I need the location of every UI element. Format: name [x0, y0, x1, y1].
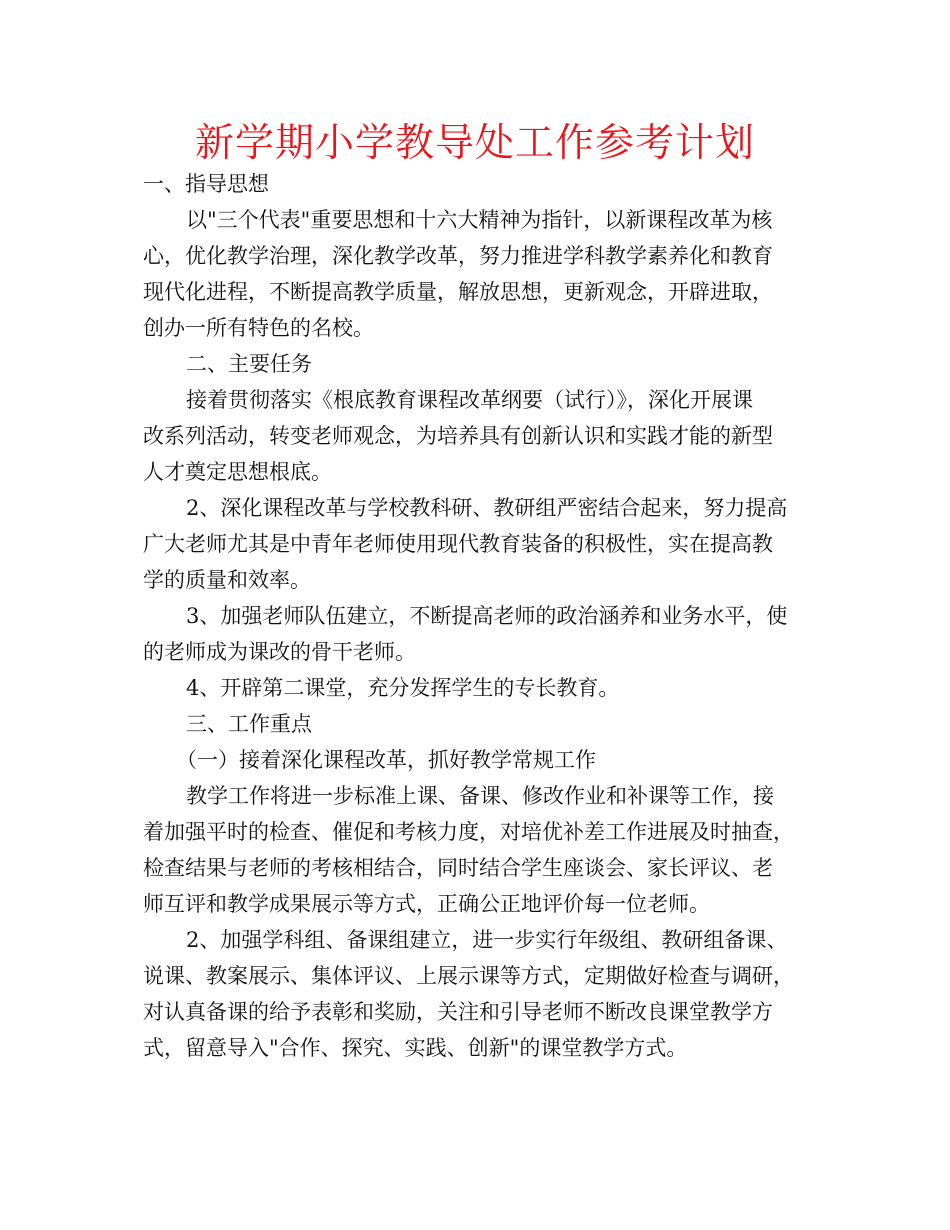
document-title: 新学期小学教导处工作参考计划	[194, 121, 755, 166]
paragraph-line: 着加强平时的检查、催促和考核力度，对培优补差工作进展及时抽查，	[143, 820, 794, 844]
subsection-heading: （一）接着深化课程改革，抓好教学常规工作	[176, 748, 596, 772]
paragraph-line: 2、加强学科组、备课组建立，进一步实行年级组、教研组备课、	[186, 928, 788, 952]
paragraph-line: 创办一所有特色的名校。	[143, 316, 374, 340]
section-heading: 二、主要任务	[186, 352, 312, 376]
paragraph-line: 接着贯彻落实《根底教育课程改革纲要（试行）》，深化开展课	[186, 388, 753, 412]
paragraph-line: 说课、教案展示、集体评议、上展示课等方式，定期做好检查与调研，	[143, 964, 794, 988]
paragraph-line: 现代化进程，不断提高教学质量，解放思想，更新观念，开辟进取，	[143, 280, 773, 304]
paragraph-line: 3、加强老师队伍建立，不断提高老师的政治涵养和业务水平，使	[186, 604, 788, 628]
paragraph-line: 以"三个代表"重要思想和十六大精神为指针，以新课程改革为核	[186, 208, 773, 232]
paragraph-line: 学的质量和效率。	[143, 568, 311, 592]
paragraph-line: 心，优化教学治理，深化教学改革，努力推进学科教学素养化和教育	[143, 244, 773, 268]
section-heading: 三、工作重点	[186, 712, 312, 736]
paragraph-line: 检查结果与老师的考核相结合，同时结合学生座谈会、家长评议、老	[143, 856, 773, 880]
document-body	[143, 166, 823, 1066]
paragraph-line: 广大老师尤其是中青年老师使用现代教育装备的积极性，实在提高教	[143, 532, 773, 556]
paragraph-line: 2、深化课程改革与学校教科研、教研组严密结合起来，努力提高	[186, 496, 788, 520]
paragraph-line: 师互评和教学成果展示等方式，正确公正地评价每一位老师。	[143, 892, 710, 916]
section-heading: 一、指导思想	[143, 172, 269, 196]
paragraph-line: 的老师成为课改的骨干老师。	[143, 640, 416, 664]
paragraph-line: 改系列活动，转变老师观念，为培养具有创新认识和实践才能的新型	[143, 424, 773, 448]
paragraph-line: 教学工作将进一步标准上课、备课、修改作业和补课等工作，接	[186, 784, 774, 808]
paragraph-line: 式，留意导入"合作、探究、实践、创新"的课堂教学方式。	[143, 1036, 688, 1060]
paragraph-line: 对认真备课的给予表彰和奖励，关注和引导老师不断改良课堂教学方	[143, 1000, 773, 1024]
paragraph-line: 人才奠定思想根底。	[143, 460, 332, 484]
paragraph-line: 4、开辟第二课堂，充分发挥学生的专长教育。	[186, 676, 620, 700]
